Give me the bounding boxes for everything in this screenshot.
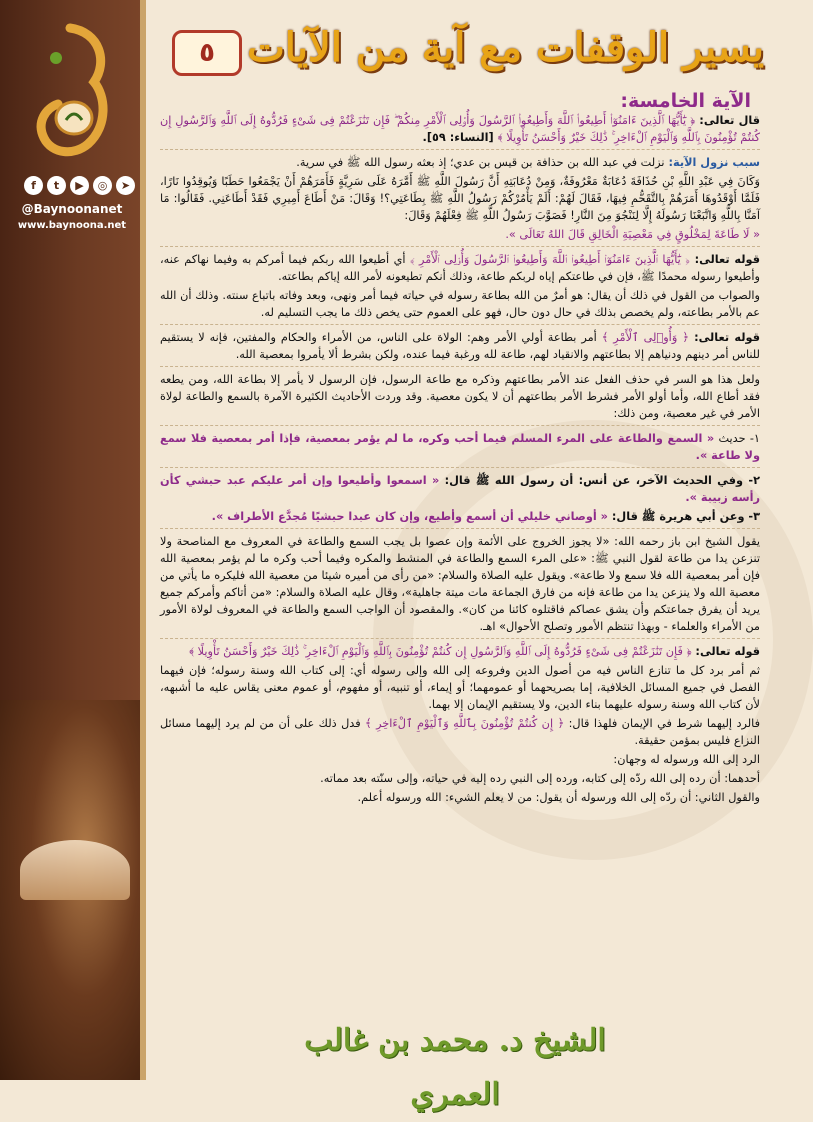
hadith-lead: ٣- وعن أبي هريرة ﷺ قال: xyxy=(607,510,760,523)
twitter-icon[interactable]: t xyxy=(47,176,66,195)
explanation-text: أي أطيعوا الله ربكم فيما أمركم به وفيما نهاكم عنه، وأطيعوا رسوله محمدًا ﷺ، فإن في طاعتكم إياه لربكم طاعة، وذلك أنكم تطيعونه لأمر الله إياكم بطاعته. xyxy=(160,253,760,283)
verse-lead: قوله تعالى: xyxy=(689,253,760,266)
verse-lead: قوله تعالى: xyxy=(691,645,760,658)
header xyxy=(160,16,770,86)
baynoona-logo xyxy=(30,22,112,162)
explanation-paragraph-1 xyxy=(160,251,760,285)
website-link[interactable]: www.baynoona.net xyxy=(17,220,127,231)
section-subtitle: الآية الخامسة: xyxy=(620,90,751,112)
hadith-text: « اسمعوا وأطيعوا وإن أمر عليكم عبد حبشي كأن رأسه زبيبة ». xyxy=(160,474,760,504)
sidebar xyxy=(0,0,142,1080)
reason-paragraph xyxy=(160,154,760,171)
hadith-text: « أوصاني خليلي أن أسمع وأطيع، وإن كان عبدا حبشيًا مُجدَّع الأطراف ». xyxy=(211,510,608,523)
verse-paragraph xyxy=(160,112,760,146)
quran-verse: ﴿ وَأُو۟لِى ٱلْأَمْرِ ﴾ xyxy=(601,331,689,344)
hadith-item-3 xyxy=(160,508,760,525)
story-quote: « لَا طَاعَةَ لِمَخْلُوقٍ فِي مَعْصِيَةِ الْخَالِقِ قَالَ اللهُ تَعَالَى ». xyxy=(505,228,760,241)
instagram-icon[interactable]: ◎ xyxy=(93,176,112,195)
quran-verse: ﴿ فَإِن تَنَٰزَعْتُمْ فِى شَىْءٍ فَرُدُّوهُ إِلَى ٱللَّهِ وَٱلرَّسُولِ إِن كُنتُمْ تُؤْمِنُونَ بِٱللَّهِ وَٱلْيَوْمِ ٱلْءَاخِرِ ۚ ذَٰلِكَ خَيْرٌ وَأَحْسَنُ تَأْوِيلًا ﴾ xyxy=(189,645,692,658)
reason-label: سبب نزول الآية: xyxy=(664,156,760,169)
explanation-paragraph-5 xyxy=(160,643,760,660)
book-pages-image xyxy=(20,840,130,900)
divider xyxy=(160,149,760,151)
quran-verse: ﴿ إِن كُنتُمْ تُؤْمِنُونَ بِٱللَّهِ وَٱلْيَوْمِ ٱلْءَاخِرِ ﴾ xyxy=(365,717,565,730)
divider xyxy=(160,366,760,368)
explanation-text: أمر بطاعة أولي الأمر وهم: الولاة على الناس، من الأمراء والحكام والمفتين، فإنه لا يستقيم للناس أمر دينهم ودنياهم إلا بطاعتهم والانقياد لهم، طاعة لله ورغبة فيما عنده، ولكن بشرط ألا يأمروا بمعصية الله. xyxy=(160,331,760,361)
verse-lead: قوله تعالى: xyxy=(688,331,760,344)
telegram-icon[interactable]: ➤ xyxy=(116,176,135,195)
divider xyxy=(160,638,760,640)
explanation-paragraph-2: والصواب من القول في ذلك أن يقال: هو أمرٌ من الله بطاعة رسوله في حياته فيما أمر ونهى، وبعد وفاته باتباع سنته. وذلك أن الله عم بالأمر بطاعته، ولم يخصص بذلك في حال دون حال، فهو على العموم حتى يخص ذلك ما يجب التسليم له. xyxy=(160,289,760,319)
author-signature: الشيخ د. محمد بن غالب العمري xyxy=(304,1023,606,1112)
sidebar-divider xyxy=(140,0,146,1080)
verse-lead: قال تعالى: xyxy=(695,114,761,127)
hadith-item-2 xyxy=(160,472,760,506)
ibn-baz-quote: يقول الشيخ ابن باز رحمه الله: «لا يجوز الخروج على الأئمة وإن عصوا بل يجب السمع والطاعة في المعروف مع المناصحة ولا تنزعن يدا من طاعة لقول النبي ﷺ: «على المرء السمع والطاعة في المنشط والمكره وفيما أحب وكره ما لم يؤمر بمعصية الله فإن أمر بمعصية الله فلا سمع ولا طاعة». ويقول عليه الصلاة والسلام: «من رأى من أميره شيئا من معصية الله فليكره ما يأتي من معصية الله ولا ينزعن يدا من طاعة فإنه من فارق الجماعة مات ميتة جاهلية»، وقال عليه الصلاة والسلام: «من أتاكم وأمركم جميع يريد أن يفرق جماعتكم وأن يشق عصاكم فاقتلوه كائنا من كان». والمقصود أن الواجب السمع والطاعة في المعروف لولاة الأمور من الأمراء والعلماء - وبهذا تنتظم الأمور وتصلح الأحوال» اهـ. xyxy=(160,535,760,633)
explanation-text: فدل ذلك على أن من لم يرد إليهما مسائل النزاع فليس بمؤمن حقيقة. xyxy=(160,717,760,747)
explanation-paragraph-3 xyxy=(160,329,760,363)
article-body xyxy=(160,112,760,808)
divider xyxy=(160,467,760,469)
facebook-icon[interactable]: f xyxy=(24,176,43,195)
explanation-paragraph-4: ولعل هذا هو السر في حذف الفعل عند الأمر بطاعتهم وذكره مع طاعة الرسول، فإن الرسول لا يأمر إلا بطاعة الله، ومن يطعه فقد أطاع الله، وأما أولو الأمر فشرط الأمر بطاعتهم أن لا يكون معصية. وقد وردت الأحاديث الكثيرة الآمرة بالسمع والطاعة لولاة الأمر في غير معصية، ومن ذلك: xyxy=(160,373,760,420)
hadith-lead: ١- حديث xyxy=(714,432,760,445)
explanation-paragraph-6: ثم أمر برد كل ما تنازع الناس فيه من أصول الدين وفروعه إلى الله وإلى رسوله أي: إلى كتاب الله وسنة رسوله؛ فإن فيهما الفصل في جميع المسائل الخلافية، إما بصريحهما أو عمومهما؛ أو إيماء، أو تنبيه، أو مفهوم، أو عموم معنى يقاس عليه ما أشبهه، لأن كتاب الله وسنة رسوله عليهما بناء الدين، ولا يستقيم الإيمان إلا بهما. xyxy=(160,664,760,711)
divider xyxy=(160,324,760,326)
verse-reference: [النساء: ٥٩]. xyxy=(422,131,498,144)
hadith-lead: ٢- وفي الحديث الآخر، عن أنس: أن رسول الله ﷺ قال: xyxy=(439,474,760,487)
quran-verse: ﴿ يَٰٓأَيُّهَا ٱلَّذِينَ ءَامَنُوٓا۟ أَطِيعُوا۟ ٱللَّهَ وَأَطِيعُوا۟ ٱلرَّسُولَ وَأُو۟لِى ٱلْأَمْرِ مِنكُمْ ۖ فَإِن تَنَٰزَعْتُمْ فِى شَىْءٍ فَرُدُّوهُ إِلَى ٱللَّهِ وَٱلرَّسُولِ إِن كُنتُمْ تُؤْمِنُونَ بِٱللَّهِ وَٱلْيَوْمِ ٱلْءَاخِرِ ۚ ذَٰلِكَ خَيْرٌ وَأَحْسَنُ تَأْوِيلًا ﴾ xyxy=(160,114,760,144)
explanation-paragraph-7 xyxy=(160,715,760,749)
social-icons xyxy=(24,176,135,195)
story-paragraph: وَكَانَ فِي عَبْدِ اللَّهِ بْنِ حُذَافَةَ دُعَابَةٌ مَعْرُوفَةٌ، وَمِنْ دُعَابَتِهِ أَنَّ رَسُولَ اللَّهِ ﷺ أَمَّرَهُ عَلَى سَرِيَّةٍ فَأَمَرَهُمْ أَنْ يَجْمَعُوا حَطَبًا وَيُوقِدُوا نَارًا، فَلَمَّا أَوْقَدُوهَا أَمَرَهُمْ بِالتَّقَحُّمِ فِيهَا، فَقَالَ لَهُمْ: أَلَمْ يَأْمُرْكُمْ رَسُولُ اللَّهِ ﷺ بِطَاعَتِي؟! وَقَالَ: مَنْ أَطَاعَ أَمِيرِي فَقَدْ أَطَاعَنِي. فَقَالُوا: مَا آمَنَّا بِاللَّهِ وَاتَّبَعْنَا رَسُولَهُ إِلَّا لِنَنْجُوَ مِنَ النَّارِ! فَصَوَّبَ رَسُولُ اللَّهِ ﷺ فِعْلَهُمْ وَقَالَ: xyxy=(160,175,760,222)
youtube-icon[interactable]: ▶ xyxy=(70,176,89,195)
explanation-lead: فالرد إليهما شرط في الإيمان فلهذا قال: xyxy=(564,717,760,730)
divider xyxy=(160,425,760,427)
explanation-paragraph-10: والقول الثاني: أن ردّه إلى الله ورسوله أن يقول: من لا يعلم الشيء: الله ورسوله أعلم. xyxy=(357,791,760,804)
explanation-paragraph-9: أحدهما: أن رده إلى الله ردّه إلى كتابه، ورده إلى النبي رده إليه في حياته، وإلى سنّته بعد مماته. xyxy=(320,772,760,785)
issue-number-badge: ٥ xyxy=(172,30,242,76)
quran-verse: ﴿ يَٰٓأَيُّهَا ٱلَّذِينَ ءَامَنُوٓا۟ أَطِيعُوا۟ ٱللَّهَ وَأَطِيعُوا۟ ٱلرَّسُولَ وَأُو۟لِى ٱلْأَمْرِ ﴾ xyxy=(409,253,690,266)
hadith-text: « السمع والطاعة على المرء المسلم فيما أحب وكره، ما لم يؤمر بمعصية، فإذا أمر بمعصية فلا سمع ولا طاعة ». xyxy=(160,432,760,462)
divider xyxy=(160,528,760,530)
explanation-paragraph-8: الرد إلى الله ورسوله له وجهان: xyxy=(613,753,760,766)
reason-text: نزلت في عبد الله بن حذافة بن قيس بن عدي؛ إذ بعثه رسول الله ﷺ في سرية. xyxy=(296,156,665,169)
divider xyxy=(160,246,760,248)
social-handle[interactable]: @Baynoonanet xyxy=(21,202,123,216)
page-title: يسير الوقفات مع آية من الآيات xyxy=(247,24,764,71)
hadith-item-1 xyxy=(160,430,760,464)
